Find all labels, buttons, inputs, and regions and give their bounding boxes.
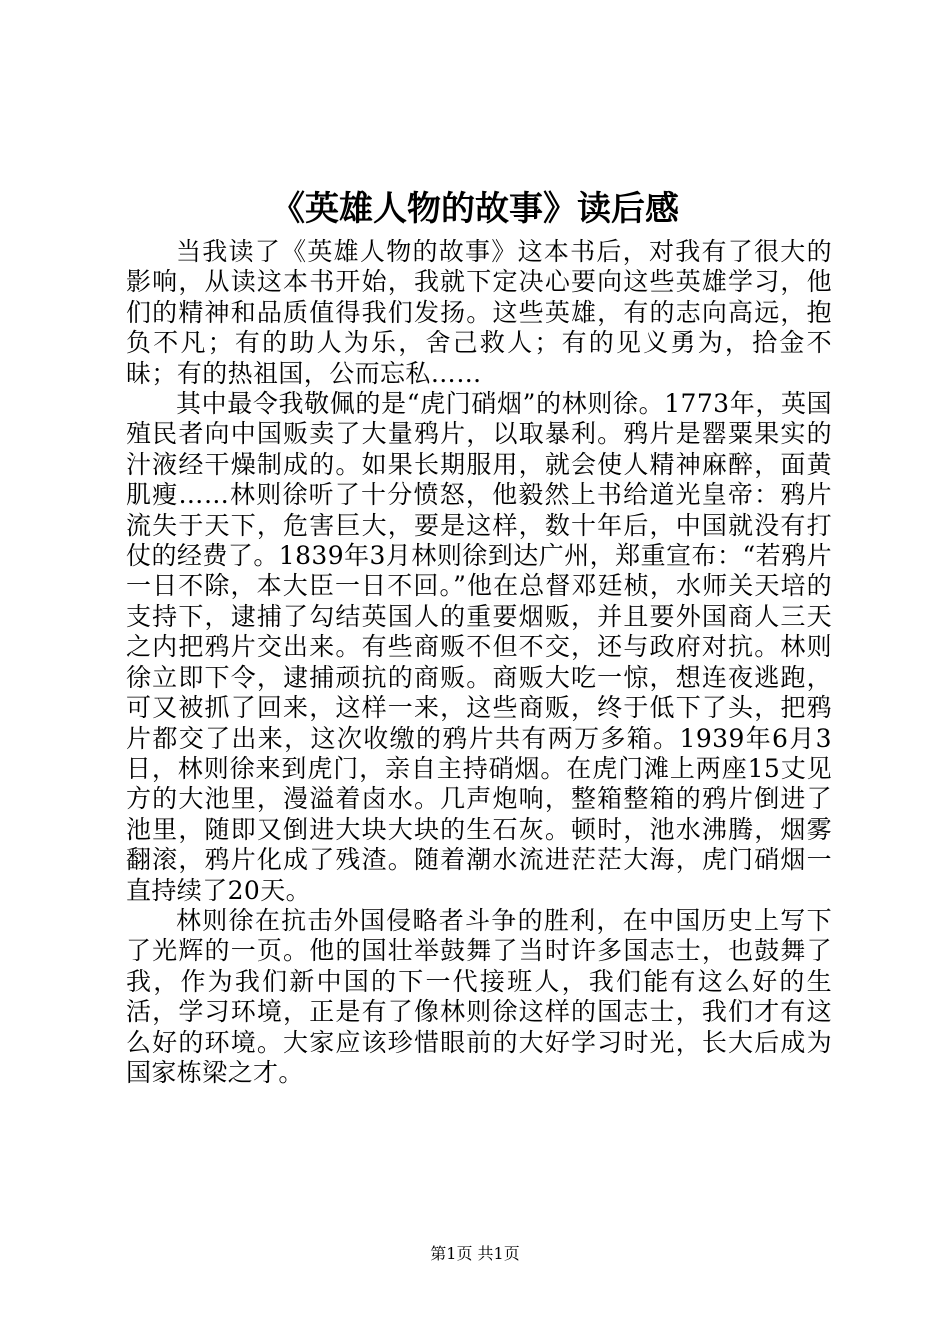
paragraph-lin-zexu-story: 其中最令我敬佩的是“虎门硝烟”的林则徐。1773年，英国殖民者向中国贩卖了大量鸦片，以取暴利。鸦片是罂粟果实的汁液经干燥制成的。如果长期服用，就会使人精神麻醉，面黄肌瘦……林则徐听了十分愤怒，他毅然上书给道光皇帝：鸦片流失于天下，危害巨大，要是这样，数十年后，中国就没有打仗的经费了。1839年3月林则徐到达广州，郑重宣布：“若鸦片一日不除，本大臣一日不回。”他在总督邓廷桢，水师关天培的支持下，逮捕了勾结英国人的重要烟贩，并且要外国商人三天之内把鸦片交出来。有些商贩不但不交，还与政府对抗。林则徐立即下令，逮捕顽抗的商贩。商贩大吃一惊，想连夜逃跑，可又被抓了回来，这样一来，这些商贩，终于低下了头，把鸦片都交了出来，这次收缴的鸦片共有两万多箱。1939年6月3日，林则徐来到虎门，亲自主持硝烟。在虎门滩上两座15丈见方的大池里，漫溢着卤水。几声炮响，整箱整箱的鸦片倒进了池里，随即又倒进大块大块的生石灰。顿时，池水沸腾，烟雾翻滚，鸦片化成了残渣。随着潮水流进茫茫大海，虎门硝烟一直持续了20天。 bbox=[126, 389, 832, 905]
paragraph-conclusion: 林则徐在抗击外国侵略者斗争的胜利，在中国历史上写下了光辉的一页。他的国壮举鼓舞了当时许多国志士，也鼓舞了我，作为我们新中国的下一代接班人，我们能有这么好的生活，学习环境，正是有了像林则徐这样的国志士，我们才有这么好的环境。大家应该珍惜眼前的大好学习时光，长大后成为国家栋梁之才。 bbox=[126, 905, 832, 1087]
paragraph-intro: 当我读了《英雄人物的故事》这本书后，对我有了很大的影响，从读这本书开始，我就下定决心要向这些英雄学习，他们的精神和品质值得我们发扬。这些英雄，有的志向高远，抱负不凡；有的助人为乐，舍己救人；有的见义勇为，拾金不昧；有的热祖国，公而忘私…… bbox=[126, 237, 832, 388]
document-body bbox=[126, 237, 832, 1088]
document-title: 《英雄人物的故事》读后感 bbox=[271, 189, 679, 229]
page-footer: 第1页 共1页 bbox=[430, 1244, 520, 1263]
